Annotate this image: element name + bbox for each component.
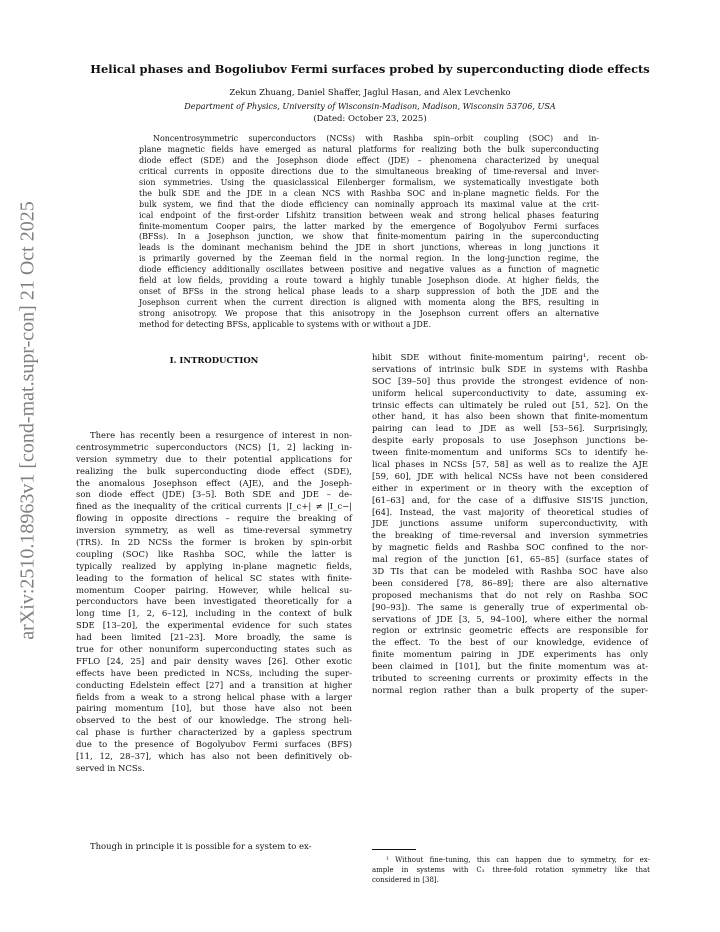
date-line: (Dated: October 23, 2025) [313,114,427,124]
intro-left-column [76,430,352,775]
paragraph-line: been considered [78, 86–89]; there are also alternative [372,577,648,588]
abstract-line: leads is the dominant mechanism behind the JDE in short junctions, whereas in long junctions it [139,243,599,253]
paragraph-line: either in experiment or in theory with the exception of [372,482,648,493]
paragraph-line: trinsic effects can ultimately be ruled out [51, 52]. On the [372,399,648,410]
paragraph-line: pairing momentum [10], but those have also not been [76,703,352,714]
paragraph-line: leading to the formation of helical SC states with finite- [76,572,352,583]
paragraph-line: centrosymmetric superconductors (NCS) [1, 2] lacking in- [76,441,352,452]
paragraph-line: typically realized by applying in-plane magnetic fields, [76,560,352,571]
paragraph-line: [61–63] and, for the case of a diffusive SIS'IS junction, [372,494,648,505]
abstract-line: critical currents in opposite directions due to the simultaneous breaking of time-reversal and inver- [139,166,599,176]
paragraph-line: long time [1, 2, 6–12], including in the context of bulk [76,608,352,619]
abstract-line: is primarily governed by the Zeeman field in the normal region. In the long-junction regime, the [139,254,599,264]
paragraph-line: the anomalous Josephson effect (AJE), and the Joseph- [76,477,352,488]
paragraph-line: tributed to screening currents or proximity effects in the [372,673,648,684]
arxiv-identifier [6,190,50,650]
section-heading: I. INTRODUCTION [169,355,259,365]
footnote-line: considered in [38]. [372,876,439,884]
footnote-line: ample in systems with C₃ three-fold rotation symmetry like that [372,866,650,874]
abstract-line: diode efficiency additionally oscillates between positive and negative values as a function of magnetic [139,265,599,275]
paragraph-line: fined as the inequality of the critical currents |I_c+| ≠ |I_c−| [76,501,352,512]
paragraph-line: SOC [39–50] thus provide the strongest evidence of non- [372,375,648,386]
paragraph-line: [90–93]). The same is generally true of experimental ob- [372,601,648,612]
paragraph-line: There has recently been a resurgence of interest in non- [90,430,352,440]
paragraph-line: pairing can lead to JDE as well [53–56]. Surprisingly, [372,423,648,434]
paragraph-line: [59, 60], JDE with helical NCSs have not been considered [372,470,648,481]
paragraph-line: mal region of the junction [61, 65–85] (surface states of [372,554,648,565]
author-list: Zekun Zhuang, Daniel Shaffer, Jaglul Hasan, and Alex Levchenko [229,88,511,98]
paragraph-line: perconductors have been investigated theoretically for a [76,596,352,607]
affiliation: Department of Physics, University of Wisconsin-Madison, Madison, Wisconsin 53706, USA [184,101,556,111]
paragraph-line: [64]. Instead, the vast majority of theoretical studies of [372,506,648,517]
paragraph-line: other hand, it has also been shown that finite-momentum [372,411,648,422]
paper-title: Helical phases and Bogoliubov Fermi surfaces probed by superconducting diode effects [90,62,650,76]
paragraph-line: servations of JDE [3, 5, 94–100], where either the normal [372,613,648,624]
paragraph-line: observed to the best of our knowledge. The strong heli- [76,715,352,726]
paragraph-line: fields from a weak to a strong helical phase with a larger [76,691,352,702]
abstract-line: method for detecting BFSs, applicable to systems with or without a JDE. [139,319,432,329]
abstract-line: field at low fields, providing a route toward a highly tunable Josephson diode. At higher fields, the [139,276,599,286]
paragraph-line: FFLO [24, 25] and pair density waves [26]. Other exotic [76,655,352,666]
footnote [372,855,650,885]
paragraph-line: flowing in opposite directions – require the breaking of [76,513,352,524]
intro-left-column-last-paragraph [76,841,352,853]
abstract-line: Noncentrosymmetric superconductors (NCSs) with Rashba spin–orbit coupling (SOC) and in- [153,134,599,143]
paragraph-line: 3D TIs that can be modeled with Rashba SOC have also [372,566,648,577]
paragraph-line: son diode effect (JDE) [3–5]. Both SDE and JDE – de- [76,489,352,500]
paragraph-line: inversion symmetry, as well as time-reversal symmetry [76,525,352,536]
abstract-line: sion symmetries. Using the quasiclassical Eilenberger formalism, we systematically investigate both [139,177,599,187]
paragraph-line: JDE junctions assume uniform superconductivity, with [372,518,648,529]
paragraph-line: uniform helical superconductivity to date, assuming ex- [372,387,648,398]
paragraph-line: Though in principle it is possible for a system to ex- [90,841,312,851]
paragraph-line: served in NCSs. [76,762,145,773]
footnote-line: ¹ Without fine-tuning, this can happen due to symmetry, for ex- [386,856,650,864]
abstract-line: Josephson current when the current direction is aligned with momenta along the BFS, resulting in [139,298,599,308]
footnote-rule [372,849,416,850]
abstract-line: bulk system, we find that the diode efficiency can nominally approach its maximal value at the crit- [139,199,599,209]
paragraph-line: by magnetic fields and Rashba SOC confined to the nor- [372,542,648,553]
paragraph-line: coupling (SOC) like Rashba SOC, while the latter is [76,548,352,559]
paragraph-line: conducting Edelstein effect [27] and a transition at higher [76,679,352,690]
abstract-line: plane magnetic fields have emerged as natural platforms for realizing both the bulk superconducting [139,144,599,154]
paragraph-line: servations of intrinsic bulk SDE in systems with Rashba [372,363,648,374]
abstract-line: diode effect (SDE) and the Josephson diode effect (JDE) – phenomena characterized by unequal [139,155,599,165]
paragraph-line: effects have been predicted in NCSs, including the super- [76,667,352,678]
paragraph-line: had been limited [21–23]. More broadly, the same is [76,632,352,643]
paragraph-line: finite momentum pairing in JDE experiments has only [372,649,648,660]
paragraph-line: due to the presence of Bogolyubov Fermi surfaces (BFS) [76,739,352,750]
paragraph-line: region or extrinsic geometric effects are responsible for [372,625,648,636]
paragraph-line: normal region rather than a bulk property of the super- [372,684,648,695]
paragraph-line: [11, 12, 28–37], which has also not been definitively ob- [76,751,352,762]
paragraph-line: true for other nonuniform superconducting states such as [76,644,352,655]
paragraph-line: momentum Cooper pairing. However, while helical su- [76,584,352,595]
abstract-line: the bulk SDE and the JDE in a clean NCS with Rashba SOC and in-plane magnetic fields. For the [139,188,599,198]
paragraph-line: the breaking of time-reversal and inversion symmetries [372,530,648,541]
paragraph-line: cal phase is further characterized by a gapless spectrum [76,727,352,738]
paragraph-line: (TRS). In 2D NCSs the former is broken by spin-orbit [76,537,352,548]
arxiv-id-text: arXiv:2510.18963v1 [cond-mat.supr-con] 21 Oct 2025 [16,200,39,640]
abstract-line: strong anisotropy. We propose that this anisotropy in the Josephson current offers an alternative [139,309,599,318]
intro-right-column [372,352,648,697]
paragraph-line: despite early proposals to use Josephson junctions be- [372,435,648,446]
paragraph-line: been claimed in [101], but the finite momentum was at- [372,661,648,672]
abstract [139,134,599,331]
paragraph-line: proposed mechanisms that do not rely on Rashba SOC [372,589,648,600]
paragraph-line: hibit SDE without finite-momentum pairing¹, recent ob- [372,352,648,362]
abstract-line: (BFSs). In a Josephson junction, we show that finite-momentum pairing in the superconducting [139,232,599,242]
paragraph-line: tween finite-momentum and uniforms SCs to identify he- [372,447,648,458]
paragraph-line: realizing the bulk superconducting diode effect (SDE), [76,465,352,476]
abstract-line: finite-momentum Cooper pairs, the latter marked by the emergence of Bogolyubov Fermi surfaces [139,221,599,231]
paragraph-line: lical phases in NCSs [57, 58] as well as to realize the AJE [372,459,648,470]
abstract-line: onset of BFSs in the strong helical phase leads to a sharp suppression of both the JDE and the [139,287,599,297]
paragraph-line: the effect. To the best of our knowledge, evidence of [372,637,648,648]
paragraph-line: version symmetry due to their potential applications for [76,453,352,464]
abstract-line: ical endpoint of the first-order Lifshitz transition between weak and strong helical phases featuring [139,210,599,220]
paragraph-line: SDE [13–20], the experimental evidence for such states [76,620,352,631]
